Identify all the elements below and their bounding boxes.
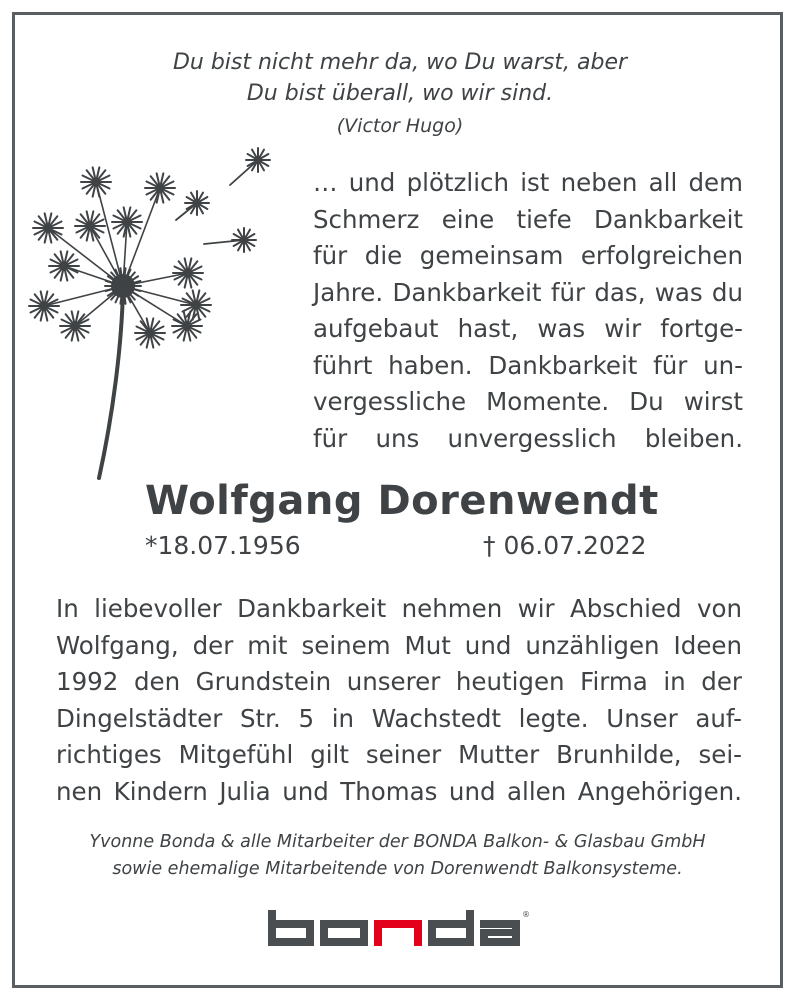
quote-line-2: Du bist überall, wo wir sind. xyxy=(246,81,554,106)
logo-letter-b xyxy=(268,920,312,928)
farewell-line: Wolfgang, der mit seinem Mut und unzähligen Ideen xyxy=(56,630,742,660)
poem-line: aufgebaut hast, was wir fortge- xyxy=(313,314,743,343)
quote-line-1: Du bist nicht mehr da, wo Du warst, aber xyxy=(172,50,628,75)
farewell-text xyxy=(56,591,742,810)
logo-letter-b xyxy=(268,938,312,946)
farewell-line: richtiges Mitgefühl gilt seiner Mutter Brunhilde, sei- xyxy=(56,740,742,769)
signature-line-1: Yvonne Bonda & alle Mitarbeiter der BONDA Balkon- & Glasbau GmbH xyxy=(89,832,706,852)
dandelion-illustration xyxy=(22,140,292,485)
poem-line: für uns unvergesslich bleiben. xyxy=(313,423,743,453)
logo-letter-d xyxy=(466,910,474,946)
farewell-line: Dingelstädter Str. 5 in Wachstedt legte. Unser auf- xyxy=(56,703,742,733)
registered-mark: ® xyxy=(522,910,530,919)
farewell-line: In liebevoller Dankbarkeit nehmen wir Abschied von xyxy=(56,594,742,623)
poem-line: … und plötzlich ist neben all dem xyxy=(313,168,743,197)
logo-letter-n xyxy=(374,920,382,946)
logo-letter-d xyxy=(428,920,436,946)
poem-line: führt haben. Dankbarkeit für un- xyxy=(313,350,743,380)
logo-letter-o xyxy=(360,920,368,946)
poem-line: vergessliche Momente. Du wirst xyxy=(313,387,743,416)
poem-line: Jahre. Dankbarkeit für das, was du xyxy=(313,277,743,307)
deceased-name: Wolfgang Dorenwendt xyxy=(145,478,659,524)
quote-author: (Victor Hugo) xyxy=(336,115,464,137)
farewell-line: nen Kindern Julia und Thomas und allen Angehörigen. xyxy=(56,776,742,806)
poem-text xyxy=(313,165,743,457)
death-date: † 06.07.2022 xyxy=(483,531,647,560)
poem-line: Schmerz eine tiefe Dankbarkeit xyxy=(313,204,743,234)
poem-line: für die gemeinsam erfolgreichen xyxy=(313,241,743,270)
bonda-logo xyxy=(266,908,528,948)
birth-date: *18.07.1956 xyxy=(145,531,301,560)
signature-line-2: sowie ehemalige Mitarbeitende von Dorenwendt Balkonsysteme. xyxy=(112,859,683,879)
logo-letter-n xyxy=(414,920,422,946)
logo-letter-b xyxy=(306,920,314,946)
logo-letter-o xyxy=(320,920,328,946)
logo-letter-a xyxy=(480,938,520,946)
farewell-line: 1992 den Grundstein unserer heutigen Firma in der xyxy=(56,667,742,696)
